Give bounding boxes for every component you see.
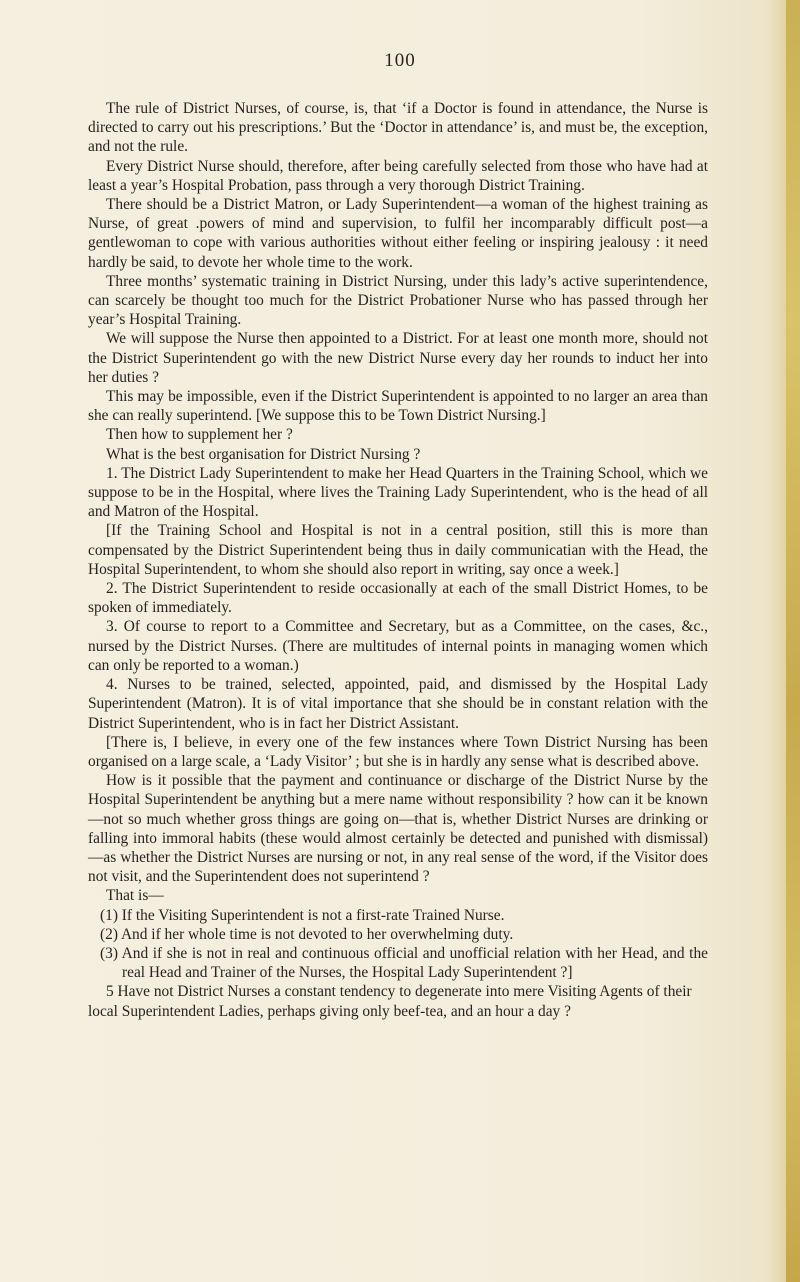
paragraph: We will suppose the Nurse then appointed to a District. For at least one month more, should not the District Superintendent go with the new District Nurse every day her rounds to induct her into her duties ? — [88, 330, 708, 386]
sub-item: (2) And if her whole time is not devoted to her overwhelming duty. — [100, 925, 514, 943]
paragraph: What is the best organisation for District Nursing ? — [106, 445, 421, 463]
paragraph: How is it possible that the payment and continuance or discharge of the District Nurse by the Hospital Superintendent be anything but a mere name without responsibility ? how can it be known—not so much whether gross things are going on—that is, whether District Nurses are drinking or falling into immoral habits (these would almost certainly be detected and punished with dismissal)—as whether the District Nurses are nursing or not, in any real sense of the word, if the Visitor does not visit, and the Superintendent does not superintend ? — [88, 772, 708, 886]
paragraph: There should be a District Matron, or Lady Superintendent—a woman of the highest training as Nurse, of great .powers of mind and supervision, to fulfil her incomparably difficult post—a gentlewoman to cope with various authorities without either feeling or inspiring jealousy : it need hardly be said, to devote her whole time to the work. — [88, 196, 708, 271]
page-number: 100 — [384, 50, 416, 71]
paragraph: Three months’ systematic training in District Nursing, under this lady’s active superintendence, can scarcely be thought too much for the District Probationer Nurse who has passed through her year’s Hospital Training. — [88, 272, 708, 329]
paragraph: The rule of District Nurses, of course, is, that ‘if a Doctor is found in attendance, the Nurse is directed to carry out his prescriptions.’ But the ‘Doctor in attendance’ is, and must be, the exception, and not the rule. — [88, 100, 708, 156]
numbered-paragraph: 3. Of course to report to a Committee and Secretary, but as a Committee, on the cases, &c., nursed by the District Nurses. (There are multitudes of internal points in managing women which can only be reported to a woman.) — [88, 618, 708, 674]
numbered-paragraph: 2. The District Superintendent to reside occasionally at each of the small District Homes, to be spoken of immediately. — [88, 580, 708, 617]
paragraph: That is— — [106, 887, 164, 905]
paragraph: This may be impossible, even if the District Superintendent is appointed to no larger an area than she can really superintend. [We suppose this to be Town District Nursing.] — [88, 388, 708, 425]
numbered-paragraph: 4. Nurses to be trained, selected, appointed, paid, and dismissed by the Hospital Lady Superintendent (Matron). It is of vital importance that she should be in constant relation with the District Superintendent, who is in fact her District Assistant. — [88, 676, 708, 732]
page-edge — [786, 0, 800, 1282]
numbered-paragraph: 1. The District Lady Superintendent to make her Head Quarters in the Training School, which we suppose to be in the Hospital, where lives the Training Lady Superintendent, who is the head of all and Matron of the Hospital. — [88, 464, 708, 521]
paragraph: Every District Nurse should, therefore, after being carefully selected from those who have had at least a year’s Hospital Probation, pass through a very thorough District Training. — [88, 157, 708, 194]
bracketed-note: [There is, I believe, in every one of the few instances where Town District Nursing has been organised on a large scale, a ‘Lady Visitor’ ; but she is in hardly any sense what is described above. — [88, 733, 708, 770]
sub-item: (1) If the Visiting Superintendent is not a first-rate Trained Nurse. — [100, 906, 505, 924]
paragraph: Then how to supplement her ? — [106, 426, 293, 444]
numbered-paragraph: 5 Have not District Nurses a constant tendency to degenerate into mere Visiting Agents of their local Superintendent Ladies, perhaps giving only beef-tea, and an hour a day ? — [88, 983, 692, 1020]
bracketed-note: [If the Training School and Hospital is not in a central position, still this is more than compensated by the District Superintendent being thus in daily communicatian with the Head, the Hospital Superintendent, to whom she should also report in writing, say once a week.] — [88, 522, 708, 578]
sub-item: (3) And if she is not in real and continuous official and unofficial relation with her Head, and the real Head and Trainer of the Nurses, the Hospital Lady Superintendent ?] — [100, 944, 708, 982]
body-text — [88, 99, 708, 1021]
